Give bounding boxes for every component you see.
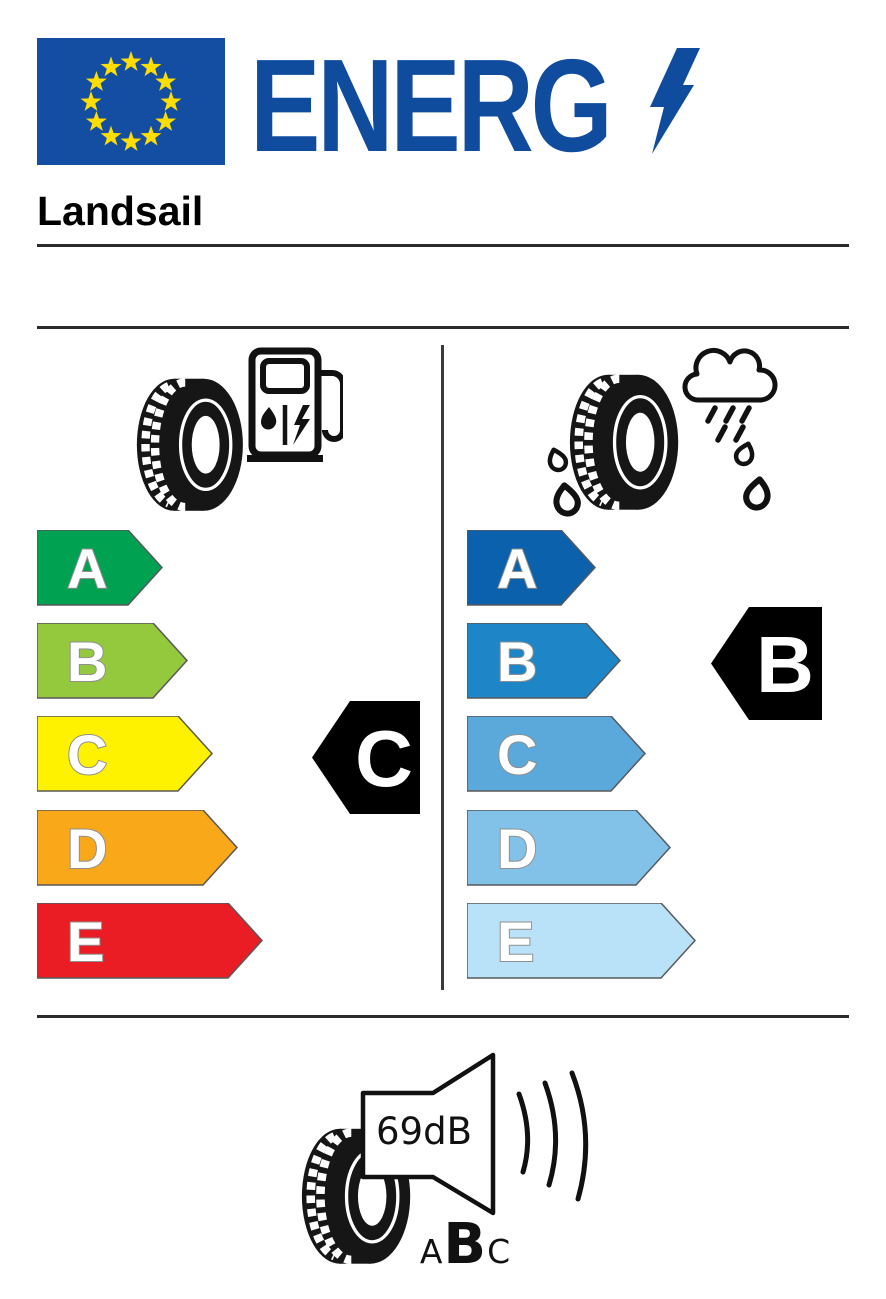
- divider-line-bottom: [37, 1015, 849, 1018]
- wet-class-c-arrow: [467, 716, 646, 792]
- fuel-class-e-arrow: [37, 903, 263, 979]
- wet-grip-rating-badge: [711, 607, 822, 720]
- svg-text:A: A: [497, 537, 538, 600]
- fuel-class-b-arrow: [37, 623, 188, 699]
- wet-class-a-arrow: [467, 530, 596, 606]
- noise-class-c: C: [487, 1232, 511, 1271]
- rain-cloud-icon: [685, 350, 775, 440]
- wet-class-b-arrow: [467, 623, 621, 699]
- eu-flag-icon: [37, 38, 225, 165]
- fuel-class-d-arrow: [37, 810, 238, 886]
- wet-class-d-arrow: [467, 810, 671, 886]
- fuel-class-a-arrow: [37, 530, 163, 606]
- fuel-efficiency-icon: [125, 345, 343, 523]
- wet-class-e-arrow: [467, 903, 696, 979]
- divider-line-top: [37, 244, 849, 247]
- energ-logo-text: ENERG: [250, 32, 610, 179]
- fuel-rating-badge: [312, 701, 420, 814]
- svg-text:C: C: [67, 723, 108, 786]
- svg-text:A: A: [67, 537, 108, 600]
- brand-name: Landsail: [37, 188, 204, 234]
- svg-text:C: C: [497, 723, 538, 786]
- eu-flag-stars: [37, 38, 225, 165]
- noise-class-a: A: [419, 1232, 443, 1271]
- fuel-class-c-arrow: [37, 716, 213, 792]
- svg-text:D: D: [67, 817, 108, 880]
- divider-line-middle: [37, 326, 849, 329]
- fuel-pump-icon: [247, 351, 343, 462]
- vertical-divider: [441, 345, 444, 990]
- svg-text:C: C: [355, 714, 413, 803]
- noise-db-value: 69dB: [376, 1110, 472, 1153]
- svg-text:B: B: [756, 620, 814, 709]
- svg-text:B: B: [497, 630, 538, 693]
- energ-logo: [250, 32, 699, 179]
- sound-wave-arcs: [519, 1073, 586, 1199]
- svg-text:B: B: [67, 630, 108, 693]
- lightning-bolt-icon: [646, 48, 700, 154]
- wet-grip-icon: [538, 345, 790, 527]
- svg-text:E: E: [497, 910, 535, 973]
- svg-text:D: D: [497, 817, 538, 880]
- noise-class-b-selected: B: [443, 1212, 487, 1277]
- svg-text:E: E: [67, 910, 105, 973]
- noise-class-scale: [405, 1212, 525, 1277]
